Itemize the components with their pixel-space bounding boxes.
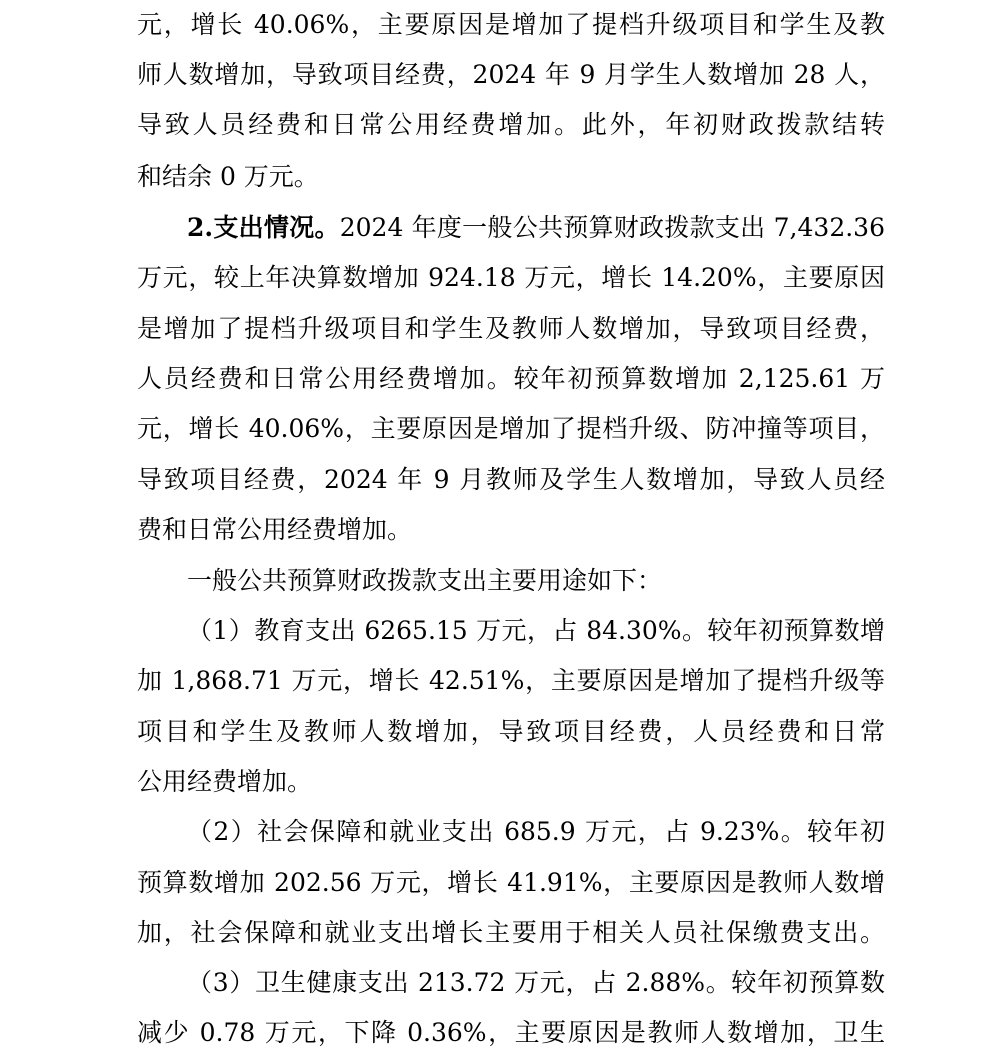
text-line: 费和日常公用经费增加。	[137, 515, 413, 544]
text-line: 加 1,868.71 万元，增长 42.51%，主要原因是增加了提档升级等	[137, 666, 885, 695]
text-line: 加，社会保障和就业支出增长主要用于相关人员社保缴费支出。	[137, 918, 885, 947]
text-line: 公用经费增加。	[137, 767, 313, 796]
text-line: （3）卫生健康支出 213.72 万元，占 2.88%。较年初预算数	[187, 968, 885, 997]
text-line: 一般公共预算财政拨款支出主要用途如下：	[187, 566, 663, 595]
text-line: 是增加了提档升级项目和学生及教师人数增加，导致项目经费，	[137, 314, 885, 343]
text-line: 元，增长 40.06%，主要原因是增加了提档升级项目和学生及教	[137, 10, 885, 39]
text-line: 项目和学生及教师人数增加，导致项目经费，人员经费和日常	[137, 717, 885, 746]
text-line: （1）教育支出 6265.15 万元，占 84.30%。较年初预算数增	[187, 616, 885, 645]
text-line: 导致人员经费和日常公用经费增加。此外，年初财政拨款结转	[137, 110, 885, 139]
text-line: 万元，较上年决算数增加 924.18 万元，增长 14.20%，主要原因	[137, 263, 885, 292]
text-line: 元，增长 40.06%，主要原因是增加了提档升级、防冲撞等项目，	[137, 414, 885, 443]
text-line: 和结余 0 万元。	[137, 162, 319, 191]
text-line: 师人数增加，导致项目经费，2024 年 9 月学生人数增加 28 人，	[137, 60, 885, 89]
section-heading: 2.支出情况。	[187, 213, 340, 242]
text-line: （2）社会保障和就业支出 685.9 万元，占 9.23%。较年初	[187, 817, 885, 846]
text-line	[137, 208, 885, 248]
text-line: 人员经费和日常公用经费增加。较年初预算数增加 2,125.61 万	[137, 364, 885, 393]
text-run: 2024 年度一般公共预算财政拨款支出 7,432.36	[339, 213, 885, 242]
text-line: 减少 0.78 万元，下降 0.36%，主要原因是教师人数增加，卫生	[137, 1018, 885, 1047]
text-line: 导致项目经费，2024 年 9 月教师及学生人数增加，导致人员经	[137, 465, 885, 494]
text-line: 预算数增加 202.56 万元，增长 41.91%，主要原因是教师人数增	[137, 868, 885, 897]
